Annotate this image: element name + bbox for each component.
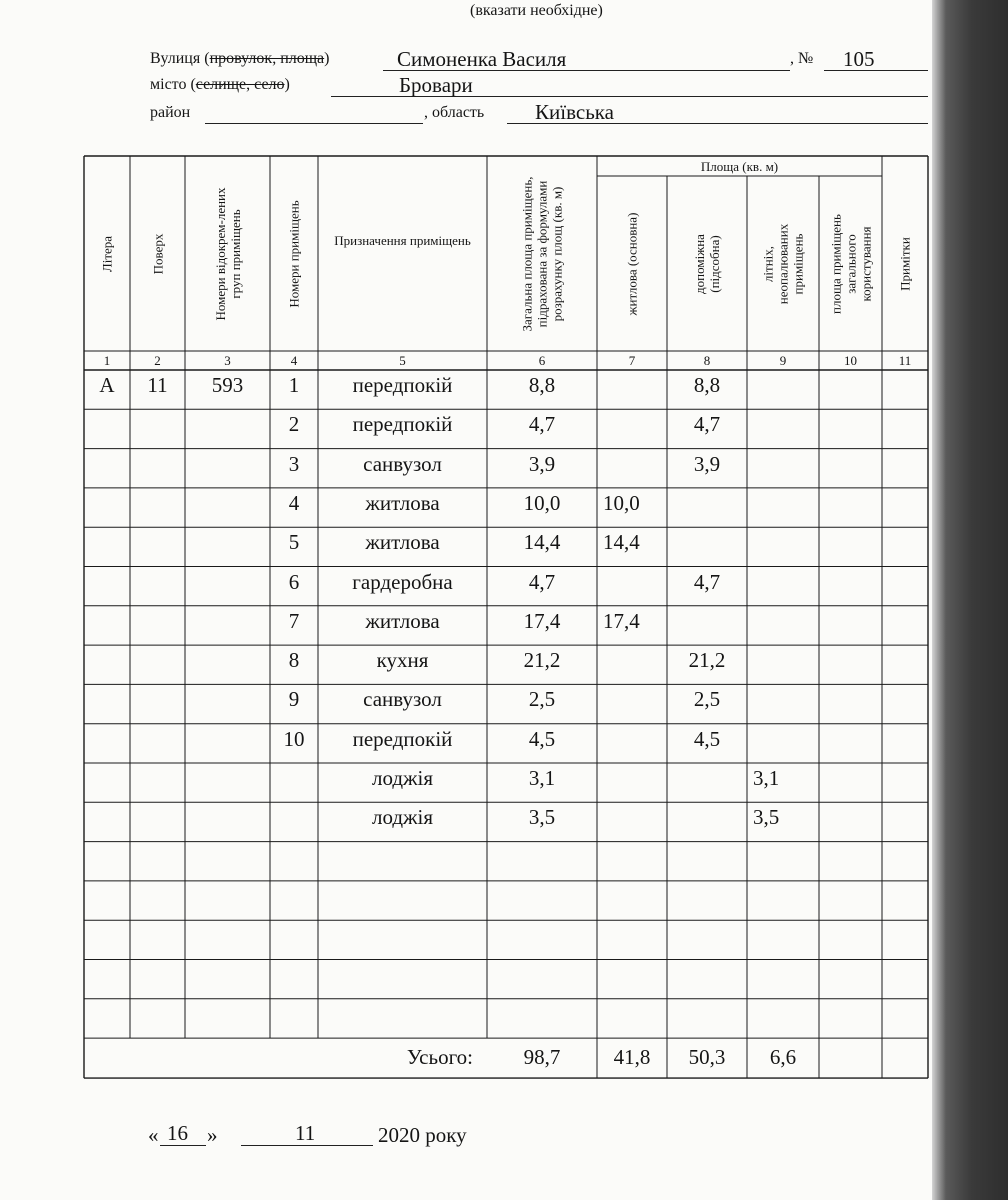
table-cell: 3,5 (753, 805, 780, 830)
table-cell: 8,8 (693, 373, 721, 397)
column-header: площа приміщень загального користування (828, 213, 873, 314)
city-label: місто ( (150, 76, 196, 93)
column-number: 7 (628, 353, 636, 368)
date-close-quote: » (207, 1123, 218, 1147)
column-number: 10 (844, 353, 857, 368)
column-header: Номери відокрем-лених груп приміщень (212, 186, 243, 321)
table-cell: 4,5 (528, 726, 556, 751)
column-number: 5 (399, 353, 406, 368)
table-cell: 8 (288, 648, 300, 673)
table-cell: 593 (211, 373, 244, 397)
date-month: 11 (295, 1121, 316, 1145)
table-cell: 7 (288, 608, 300, 633)
column-header: допоміжна (підсобна) (692, 233, 722, 294)
table-cell: кухня (376, 648, 429, 673)
total-label: Усього: (406, 1045, 473, 1070)
table-cell: 14,4 (523, 530, 561, 555)
number-value: 105 (843, 47, 875, 71)
table-cell: житлова (365, 490, 440, 515)
table-cell: санвузол (363, 687, 442, 712)
table-cell: 3,9 (693, 451, 721, 476)
column-number: 9 (779, 353, 787, 368)
number-label: , № (790, 50, 814, 67)
table-cell: 4,7 (528, 412, 556, 437)
table-cell: 3,1 (753, 766, 780, 790)
city-close: ) (284, 76, 290, 93)
column-number: 11 (898, 353, 912, 368)
column-number: 8 (703, 353, 711, 368)
total-value: 6,6 (769, 1045, 797, 1070)
hint-text: (вказати необхідне) (470, 2, 603, 19)
table-cell: лоджія (371, 766, 434, 790)
table-cell: 8,8 (528, 373, 556, 397)
table-cell: 21,2 (523, 648, 561, 673)
street-struck-options: провулок, площа (209, 50, 325, 67)
column-header: літніх, неопалюваних приміщень (760, 223, 806, 304)
table-cell: 4 (288, 490, 300, 515)
table-cell: 10,0 (603, 490, 640, 515)
table-cell: 17,4 (523, 608, 561, 633)
region-value: Київська (535, 100, 614, 124)
column-header: Призначення приміщень (334, 233, 471, 248)
column-number: 2 (154, 353, 161, 368)
column-number: 6 (538, 353, 546, 368)
column-header: Поверх (150, 233, 165, 274)
table-cell: гардеробна (352, 569, 453, 594)
total-value: 50,3 (688, 1045, 726, 1070)
table-cell: 4,7 (528, 569, 556, 594)
date-day: 16 (167, 1121, 188, 1145)
table-cell: 3,1 (528, 766, 556, 790)
table-cell: передпокій (352, 412, 453, 437)
date-open-quote: « (148, 1123, 159, 1147)
column-header: Номери приміщень (286, 199, 302, 308)
table-cell: 17,4 (603, 608, 640, 633)
total-value: 98,7 (523, 1045, 561, 1070)
table-cell: лоджія (371, 805, 434, 830)
table-cell: 21,2 (688, 648, 726, 673)
column-header: Загальна площа приміщень, підрахована за формулами розрахунку площ (кв. м) (519, 175, 565, 332)
column-header: Примітки (897, 236, 913, 291)
region-label: , область (424, 104, 485, 121)
table-cell: 4,7 (693, 569, 721, 594)
table-cell: 4,7 (693, 412, 721, 437)
district-label: район (150, 104, 191, 121)
table-cell: 3,5 (528, 805, 556, 830)
table-cell: 2,5 (528, 687, 556, 712)
column-number: 3 (224, 353, 231, 368)
table-cell: 5 (288, 530, 300, 555)
table-cell: 11 (147, 373, 168, 397)
table-cell: 3 (288, 451, 300, 476)
street-value: Симоненка Василя (397, 47, 567, 71)
table-cell: житлова (365, 608, 440, 633)
table-cell: передпокій (352, 726, 453, 751)
street-label: Вулиця ( (150, 50, 210, 67)
column-header: житлова (основна) (624, 212, 640, 315)
table-cell: санвузол (363, 451, 442, 476)
table-cell: 14,4 (603, 530, 640, 555)
table-cell: 2 (288, 412, 300, 437)
street-close: ) (324, 50, 330, 67)
area-group-header: Площа (кв. м) (700, 159, 779, 174)
date-year: 2020 року (378, 1123, 467, 1147)
table-cell: 2,5 (693, 687, 721, 712)
table-cell: передпокій (352, 373, 453, 397)
column-header: Літера (99, 235, 115, 272)
city-struck-options: селище, село (195, 76, 285, 93)
table-cell: житлова (365, 530, 440, 555)
table-cell: 10,0 (523, 490, 561, 515)
table-cell: 6 (288, 569, 300, 594)
total-value: 41,8 (613, 1045, 651, 1070)
table-cell: 10 (283, 726, 305, 751)
table-cell: А (99, 373, 115, 397)
table-cell: 4,5 (693, 726, 721, 751)
table-cell: 3,9 (528, 451, 556, 476)
table-cell: 1 (288, 373, 300, 397)
column-number: 1 (103, 353, 111, 368)
column-number: 4 (290, 353, 298, 368)
table-cell: 9 (288, 687, 300, 712)
city-value: Бровари (399, 73, 473, 97)
